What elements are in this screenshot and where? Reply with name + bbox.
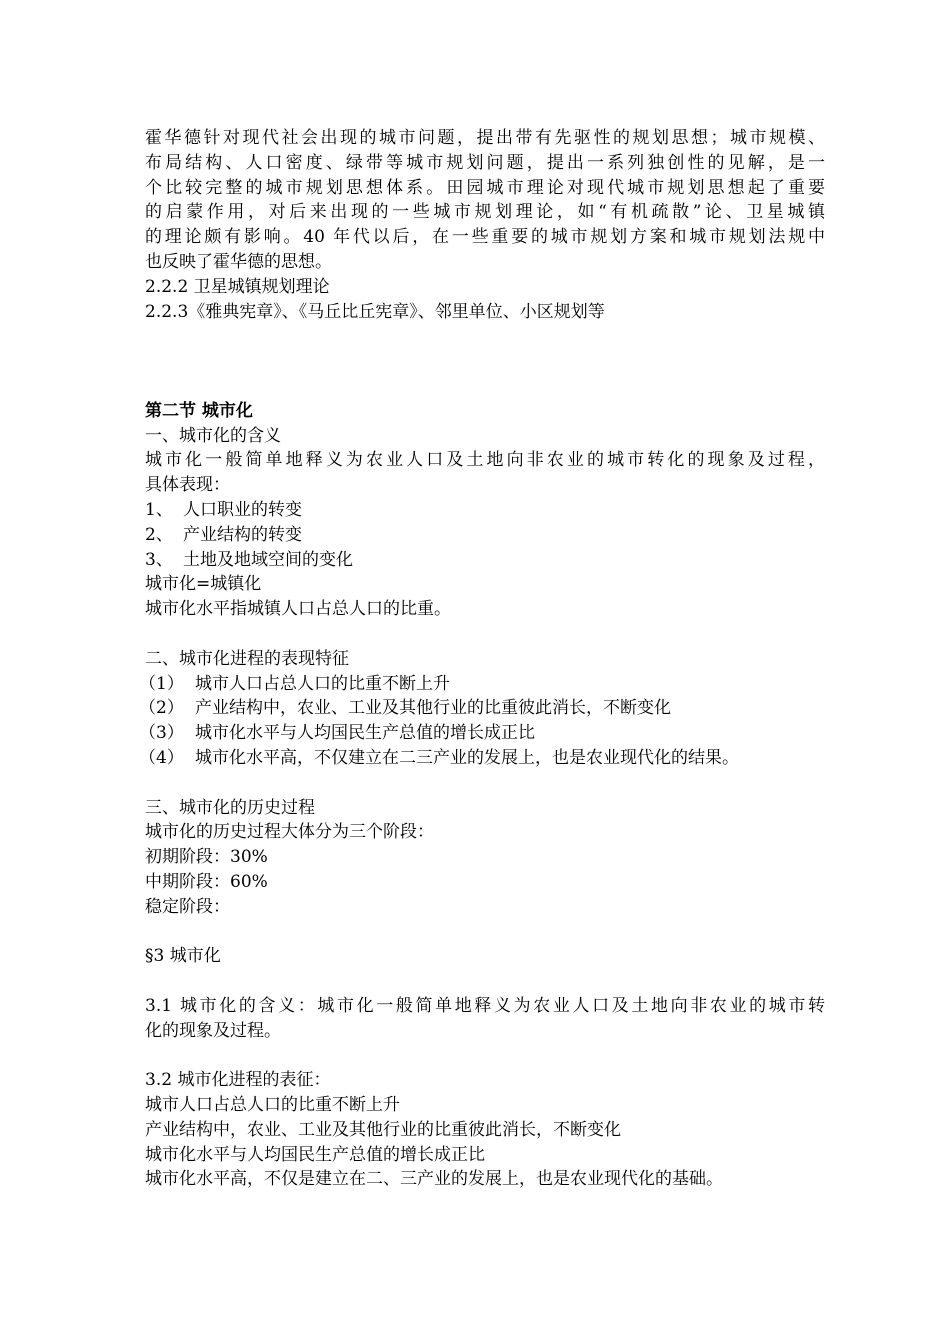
stages-intro: 城市化的历史过程大体分为三个阶段： (145, 822, 434, 843)
spacer (145, 920, 825, 945)
list-number: 2、 (145, 524, 173, 545)
list-item: 城市化水平与人均国民生产总值的增长成正比 (145, 1144, 485, 1165)
list-item (145, 548, 825, 573)
list-text: 城市人口占总人口的比重不断上升 (195, 673, 450, 694)
document-page (139, 126, 825, 1192)
level-definition: 城市化水平指城镇人口占总人口的比重。 (145, 599, 451, 620)
list-text: 人口职业的转变 (183, 499, 302, 520)
stage-item: 初期阶段：30% (145, 847, 268, 868)
list-number: （4） (139, 747, 184, 768)
subsection-title: 三、城市化的历史过程 (145, 797, 315, 818)
paragraph-line: 也反映了霍华德的思想。 (145, 251, 332, 272)
intro-paragraph (145, 126, 825, 275)
paragraph-line: 的启蒙作用，对后来出现的一些城市规划理论，如“有机疏散”论、卫星城镇 (145, 202, 825, 223)
list-text: 产业结构中，农业、工业及其他行业的比重彼此消长，不断变化 (195, 698, 671, 719)
subsection-title: 二、城市化进程的表现特征 (145, 648, 349, 669)
heading-2-2-3: 2.2.3《雅典宪章》、《马丘比丘宪章》、邻里单位、小区规划等 (145, 301, 605, 322)
section-title: 第二节 城市化 (145, 400, 253, 421)
definition-line: 具体表现： (145, 475, 230, 496)
paragraph-line: 霍华德针对现代社会出现的城市问题，提出带有先驱性的规划思想；城市规模、 (145, 128, 825, 148)
list-number: （1） (139, 673, 184, 694)
paragraph-line: 的理论颇有影响。40 年代以后，在一些重要的城市规划方案和城市规划法规中 (145, 227, 825, 248)
definition-line: 城市化一般简单地释义为农业人口及土地向非农业的城市转化的现象及过程， (145, 450, 825, 471)
list-item (139, 696, 825, 721)
list-number: （2） (139, 698, 184, 719)
list-item: 城市化水平高，不仅是建立在二、三产业的发展上，也是农业现代化的基础。 (145, 1169, 723, 1190)
list-number: 1、 (145, 499, 173, 520)
list-item: 产业结构中，农业、工业及其他行业的比重彼此消长，不断变化 (145, 1119, 621, 1140)
paragraph-line: 布局结构、人口密度、绿带等城市规划问题，提出一系列独创性的见解，是一 (145, 152, 825, 173)
list-item (139, 672, 825, 697)
spacer (145, 349, 825, 374)
list-text: 城市化水平与人均国民生产总值的增长成正比 (195, 723, 535, 744)
list-text: 城市化水平高，不仅建立在二三产业的发展上，也是农业现代化的结果。 (195, 747, 739, 768)
definition-line: 化的现象及过程。 (145, 1020, 281, 1041)
spacer (145, 324, 825, 349)
spacer (145, 969, 825, 994)
list-text: 产业结构的转变 (183, 524, 302, 545)
list-item (139, 721, 825, 746)
list-number: （3） (139, 723, 184, 744)
spacer (145, 771, 825, 796)
list-item (139, 746, 825, 771)
list-item: 城市人口占总人口的比重不断上升 (145, 1095, 400, 1116)
subsection-title: 3.2 城市化进程的表征： (145, 1070, 331, 1091)
chapter-heading: §3 城市化 (145, 946, 221, 967)
list-item (145, 498, 825, 523)
heading-2-2-2: 2.2.2 卫星城镇规划理论 (145, 276, 330, 297)
spacer (145, 1043, 825, 1068)
definition-line: 3.1 城市化的含义：城市化一般简单地释义为农业人口及土地向非农业的城市转 (145, 995, 825, 1016)
equation-line: 城市化=城镇化 (145, 574, 262, 595)
paragraph-line: 个比较完整的城市规划思想体系。田园城市理论对现代城市规划思想起了重要 (145, 177, 825, 198)
list-text: 土地及地域空间的变化 (183, 549, 353, 570)
subsection-title: 一、城市化的含义 (145, 425, 281, 446)
list-item (145, 523, 825, 548)
spacer (145, 374, 825, 399)
list-number: 3、 (145, 549, 173, 570)
spacer (145, 622, 825, 647)
stage-item: 中期阶段：60% (145, 871, 268, 892)
stage-item: 稳定阶段： (145, 896, 230, 917)
